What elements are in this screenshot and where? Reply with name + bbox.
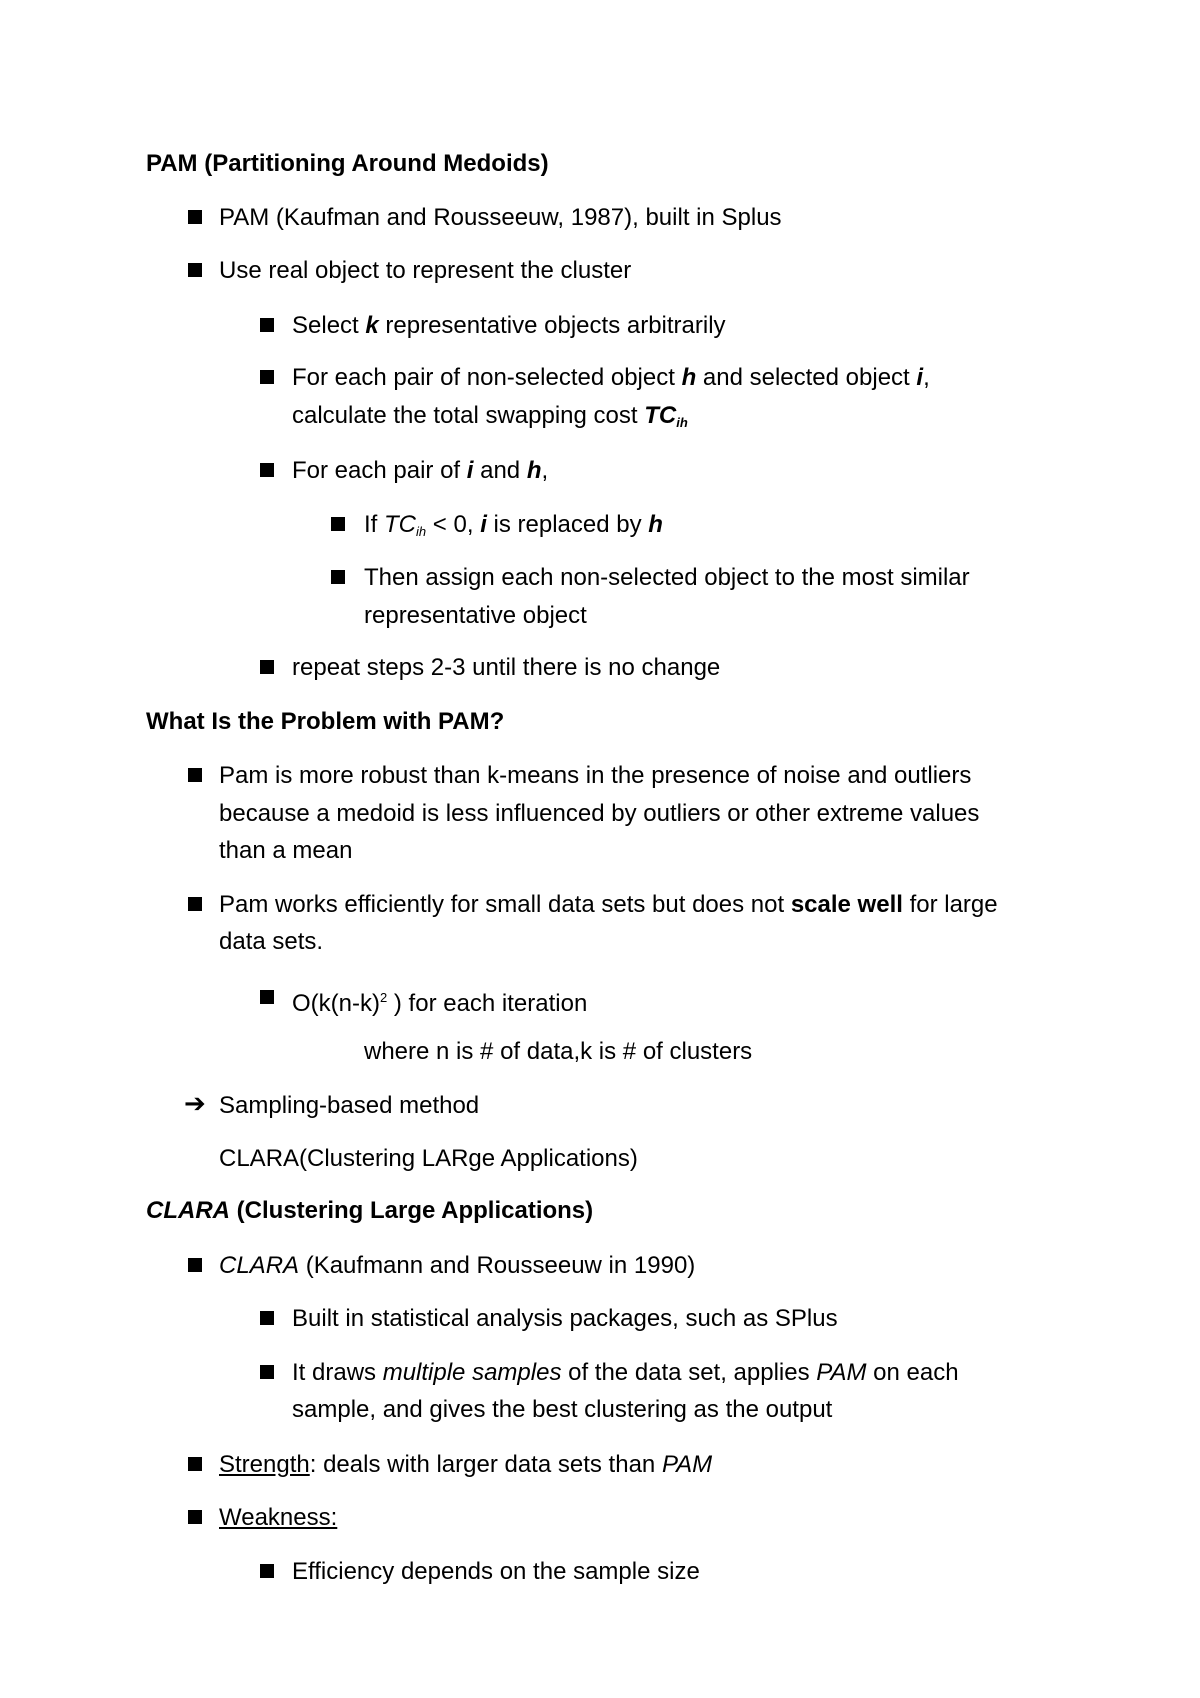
list-item-continuation: calculate the total swapping cost $TC_{ih}$ [292,402,688,430]
section-title-problem: What Is the Problem with PAM? [146,708,505,735]
square-bullet-icon [331,517,345,531]
section-title-pam: PAM (Partitioning Around Medoids) [146,150,549,177]
square-bullet-icon [260,370,274,384]
note-text: CLARA(Clustering LARge Applications) [219,1145,638,1172]
list-item: Strength: deals with larger data sets than PAM [219,1451,713,1478]
list-item: $O(k(n-k)^2$ ) for each iteration [292,990,588,1017]
section-title-clara: CLARA (Clustering Large Applications) [146,1197,594,1224]
list-item: Efficiency depends on the sample size [292,1558,700,1585]
square-bullet-icon [188,768,202,782]
square-bullet-icon [260,463,274,477]
square-bullet-icon [188,263,202,277]
square-bullet-icon [260,1365,274,1379]
list-item-continuation: data sets. [219,928,324,955]
note-text: where n is # of data,k is # of clusters [364,1038,753,1065]
list-item: For each pair of non-selected object h and selected object i, [292,364,930,391]
list-item: For each pair of i and h, [292,457,549,484]
square-bullet-icon [188,1457,202,1471]
square-bullet-icon [331,570,345,584]
square-bullet-icon [260,318,274,332]
list-item: Pam is more robust than k-means in the presence of noise and outliers [219,762,972,789]
square-bullet-icon [260,1564,274,1578]
list-item: If $TC_{ih} < 0$, i is replaced by h [364,511,663,539]
list-item: Use real object to represent the cluster [219,257,632,284]
square-bullet-icon [188,897,202,911]
list-item: Then assign each non-selected object to the most similar [364,564,970,591]
list-item: Weakness: [219,1504,338,1531]
list-item-continuation: because a medoid is less influenced by outliers or other extreme values [219,800,980,827]
list-item-continuation: representative object [364,602,587,629]
square-bullet-icon [188,1510,202,1524]
list-item: CLARA (Kaufmann and Rousseeuw in 1990) [219,1252,696,1279]
list-item-continuation: than a mean [219,837,353,864]
list-item: Pam works efficiently for small data sets but does not scale well for large [219,891,998,918]
square-bullet-icon [188,1258,202,1272]
right-arrow-icon: ➔ [184,1088,206,1118]
square-bullet-icon [260,1311,274,1325]
square-bullet-icon [260,660,274,674]
square-bullet-icon [260,990,274,1004]
list-item: Select k representative objects arbitrarily [292,312,726,339]
list-item: Built in statistical analysis packages, such as SPlus [292,1305,838,1332]
list-item-continuation: sample, and gives the best clustering as the output [292,1396,833,1423]
list-item: repeat steps 2-3 until there is no change [292,654,721,681]
arrow-item: Sampling-based method [219,1092,480,1119]
square-bullet-icon [188,210,202,224]
list-item: PAM (Kaufman and Rousseeuw, 1987), built in Splus [219,204,782,231]
list-item: It draws multiple samples of the data set, applies PAM on each [292,1359,959,1386]
